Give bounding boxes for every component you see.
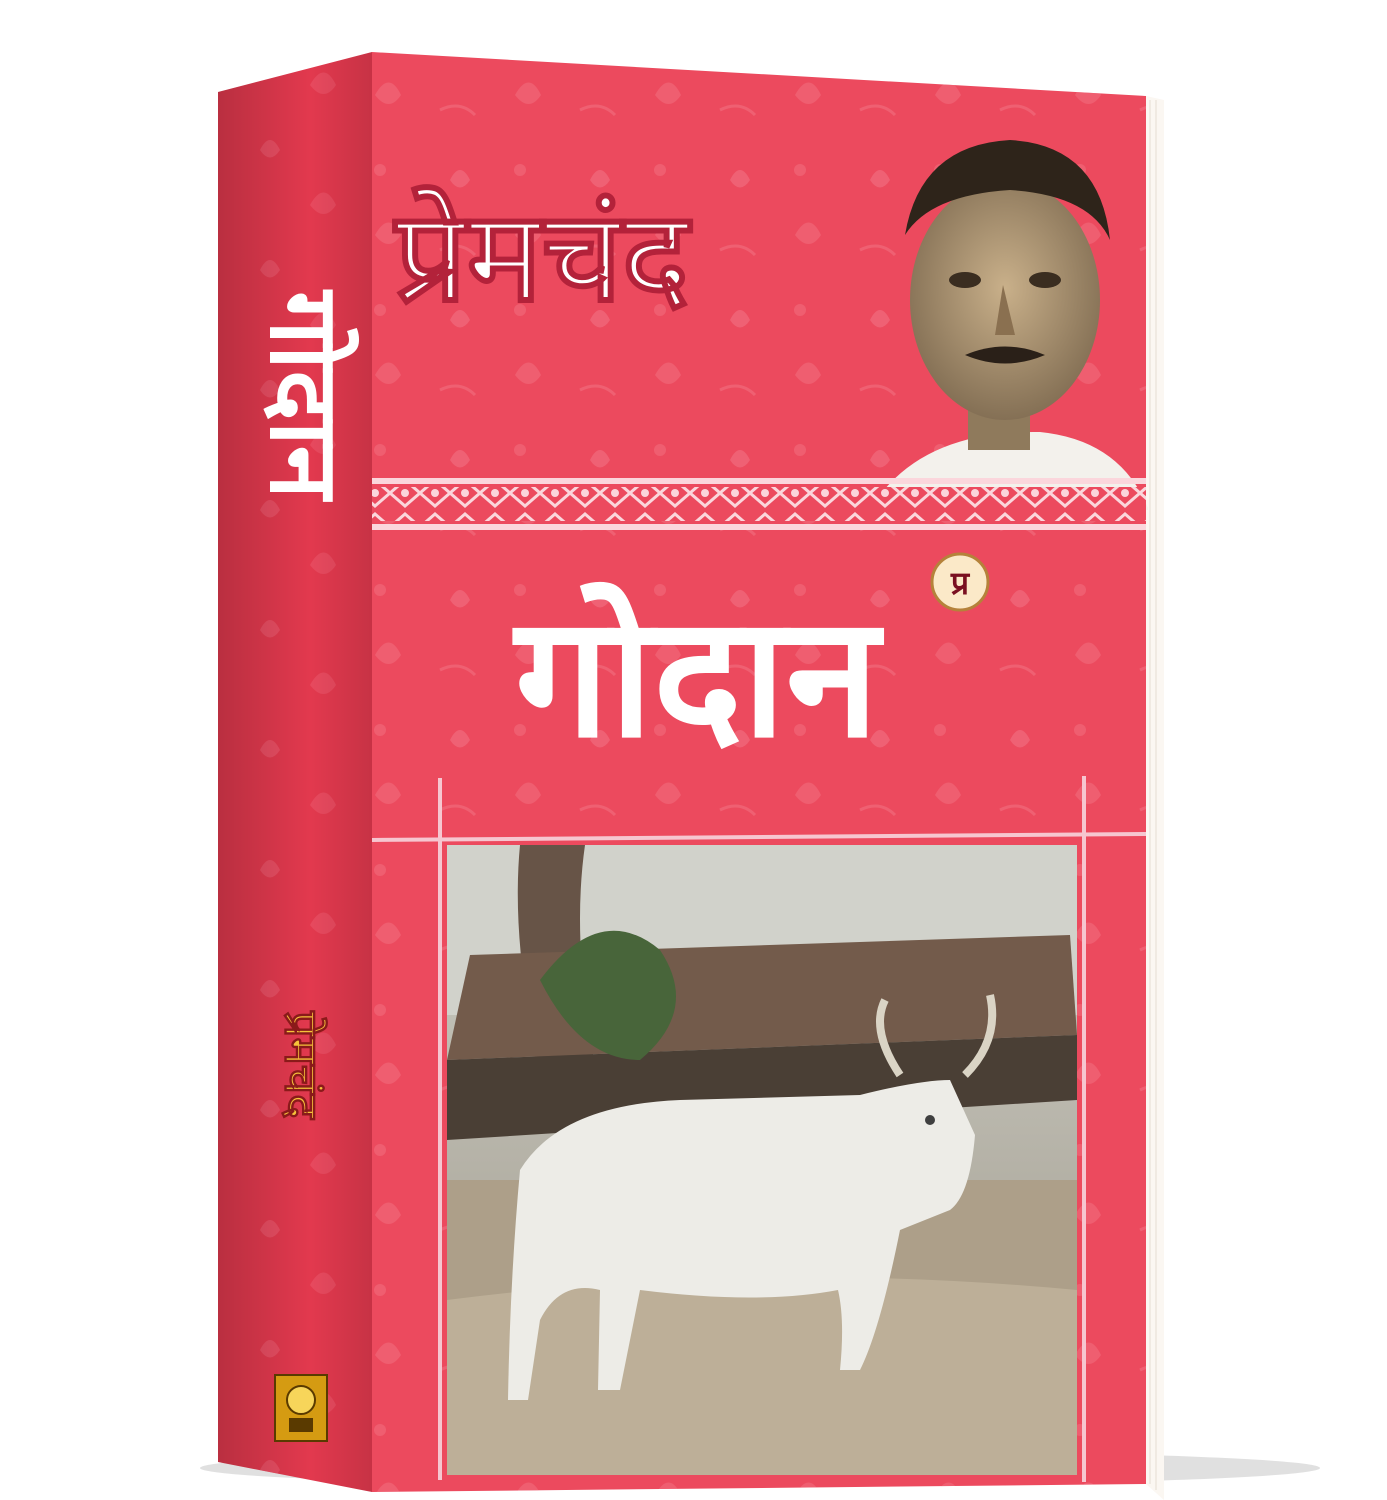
spine-publisher-logo [275, 1375, 327, 1441]
spine-title [249, 289, 361, 503]
page-edges [1146, 96, 1164, 1500]
cover-author: प्रेमचंद [395, 183, 689, 330]
book-spine [218, 52, 372, 1492]
svg-text:गोदान: गोदान [248, 290, 361, 500]
svg-text:प्रेमचंद: प्रेमचंद [274, 1011, 329, 1119]
publisher-mark [932, 554, 988, 610]
cover-title: गोदान [515, 579, 880, 775]
cover-photo [447, 845, 1077, 1475]
spine-author [275, 1010, 329, 1120]
svg-text:प्र: प्र [950, 564, 970, 602]
